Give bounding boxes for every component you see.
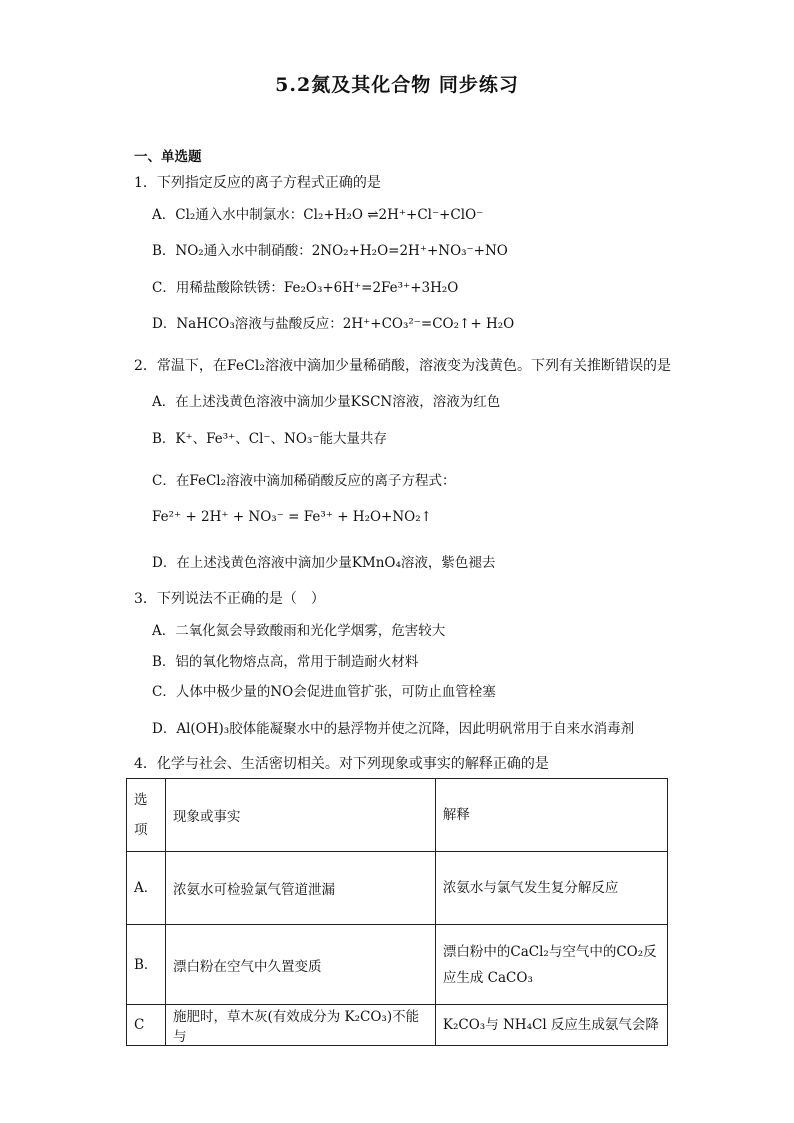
q3-option-b	[152, 650, 418, 670]
option-label: C．	[152, 684, 176, 700]
option-text: NaHCO₃溶液与盐酸反应：2H⁺+CO₃²⁻=CO₂↑+ H₂O	[176, 316, 515, 332]
option-label: A．	[152, 207, 176, 223]
option-label: D．	[152, 316, 177, 332]
question-4-stem: 4．化学与社会、生活密切相关。对下列现象或事实的解释正确的是	[134, 756, 549, 772]
option-text: 在上述浅黄色溶液中滴加少量KSCN溶液，溶液为红色	[175, 394, 501, 410]
row-fact: 施肥时，草木灰(有效成分为 K₂CO₃)不能与	[165, 1005, 435, 1046]
q1-option-c	[152, 276, 458, 296]
q2-option-c	[152, 469, 456, 489]
q1-option-b	[152, 239, 508, 259]
header-option: 选项	[127, 779, 166, 852]
q2-option-b	[152, 427, 387, 447]
q2-option-c-equation: Fe²⁺ + 2H⁺ + NO₃⁻ = Fe³⁺ + H₂O+NO₂↑	[152, 509, 432, 525]
option-label: A．	[152, 623, 176, 639]
option-label: D．	[152, 555, 177, 571]
section-heading: 一、单选题	[134, 149, 202, 165]
option-text: 在上述浅黄色溶液中滴加少量KMnO₄溶液，紫色褪去	[176, 555, 496, 571]
table-row	[127, 925, 668, 1005]
row-fact: 漂白粉在空气中久置变质	[165, 925, 435, 1005]
option-text: NO₂通入水中制硝酸：2NO₂+H₂O=2H⁺+NO₃⁻+NO	[175, 243, 508, 259]
q3-option-d	[152, 717, 634, 737]
row-explanation: 浓氨水与氯气发生复分解反应	[435, 852, 667, 925]
row-option: A．	[127, 852, 166, 925]
option-label: A．	[152, 394, 176, 410]
row-explanation: 漂白粉中的CaCl₂与空气中的CO₂反应生成 CaCO₃	[435, 925, 667, 1005]
q3-option-a	[152, 619, 445, 639]
question-1-stem: 1．下列指定反应的离子方程式正确的是	[134, 175, 381, 191]
answer-table	[126, 778, 668, 1046]
row-option: C	[127, 1005, 166, 1046]
option-label: C．	[152, 280, 176, 296]
option-text: 铝的氧化物熔点高，常用于制造耐火材料	[175, 654, 419, 670]
table-row	[127, 852, 668, 925]
option-text: 人体中极少量的NO会促进血管扩张，可防止血管栓塞	[175, 684, 496, 700]
q2-option-d	[152, 551, 495, 571]
option-text: 用稀盐酸除铁锈：Fe₂O₃+6H⁺=2Fe³⁺+3H₂O	[175, 280, 459, 296]
option-text: 二氧化氮会导致酸雨和光化学烟雾，危害较大	[175, 623, 446, 639]
option-text: Cl₂通入水中制氯水：Cl₂+H₂O ⇌2H⁺+Cl⁻+ClO⁻	[175, 207, 484, 223]
option-text: 在FeCl₂溶液中滴加稀硝酸反应的离子方程式：	[175, 473, 456, 489]
header-fact: 现象或事实	[165, 779, 435, 852]
page-title: 5.2氮及其化合物 同步练习	[275, 74, 519, 96]
option-label: C．	[152, 473, 176, 489]
row-fact: 浓氨水可检验氯气管道泄漏	[165, 852, 435, 925]
question-2-stem: 2．常温下，在FeCl₂溶液中滴加少量稀硝酸，溶液变为浅黄色。下列有关推断错误的是	[134, 358, 671, 374]
option-label: D．	[152, 721, 177, 737]
header-explanation: 解释	[435, 779, 667, 852]
option-label: B．	[152, 431, 176, 447]
table-header-row	[127, 779, 668, 852]
option-text: K⁺、Fe³⁺、Cl⁻、NO₃⁻能大量共存	[175, 431, 387, 447]
table-row	[127, 1005, 668, 1046]
q1-option-a	[152, 203, 483, 223]
row-option: B．	[127, 925, 166, 1005]
option-label: B．	[152, 654, 176, 670]
option-label: B．	[152, 243, 176, 259]
q3-option-c	[152, 680, 496, 700]
q1-option-d	[152, 312, 514, 332]
q2-option-a	[152, 390, 500, 410]
question-3-stem: 3．下列说法不正确的是（ ）	[134, 591, 325, 607]
row-explanation: K₂CO₃与 NH₄Cl 反应生成氨气会降	[435, 1005, 667, 1046]
option-text: Al(OH)₃胶体能凝聚水中的悬浮物并使之沉降，因此明矾常用于自来水消毒剂	[176, 721, 635, 737]
